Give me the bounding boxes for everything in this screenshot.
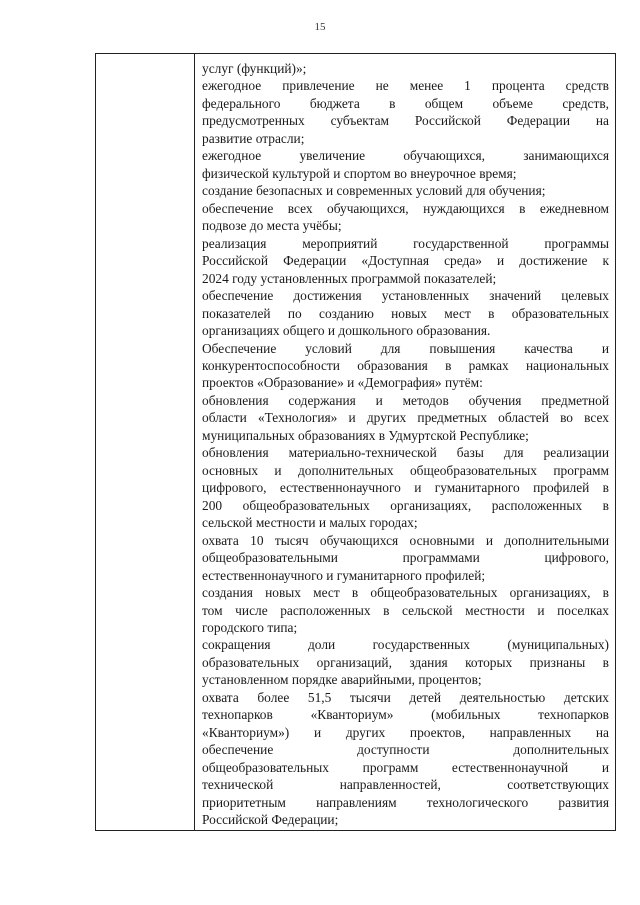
- text-line: технической направленностей, соответствующих: [202, 777, 609, 793]
- text-line: охвата 10 тысяч обучающихся основными и дополнительными: [202, 532, 609, 548]
- text-line: обновления материально-технической базы для реализации: [202, 445, 609, 461]
- text-line: развитие отрасли;: [202, 130, 305, 146]
- text-line: проектов «Образование» и «Демография» путём:: [202, 375, 483, 391]
- text-line: конкурентоспособности образования в рамках национальных: [202, 357, 609, 373]
- page-number: 15: [314, 21, 326, 33]
- table-left-column: [96, 54, 195, 830]
- text-line: приоритетным направлениям технологического развития: [202, 794, 609, 810]
- text-line: Российской Федерации;: [202, 812, 339, 828]
- text-line: показателей по созданию новых мест в образовательных: [202, 305, 609, 321]
- text-line: области «Технология» и других предметных областей во всех: [202, 410, 609, 426]
- text-line: обновления содержания и методов обучения предметной: [202, 392, 609, 408]
- text-line: сельской местности и малых городах;: [202, 515, 418, 531]
- text-line: предусмотренных субъектам Российской Федерации на: [202, 113, 609, 129]
- text-line: реализация мероприятий государственной программы: [202, 235, 609, 251]
- text-line: подвозе до места учёбы;: [202, 218, 342, 234]
- text-line: образовательных организаций, здания которых признаны в: [202, 654, 609, 670]
- text-line: общеобразовательных программ естественнонаучной и: [202, 759, 609, 775]
- text-line: сокращения доли государственных (муниципальных): [202, 637, 609, 653]
- text-line: том числе расположенных в сельской местности и поселках: [202, 602, 609, 618]
- text-line: муниципальных образованиях в Удмуртской Республике;: [202, 427, 529, 443]
- text-line: обеспечение всех обучающихся, нуждающихся в ежедневном: [202, 200, 609, 216]
- text-line: 200 общеобразовательных организациях, расположенных в: [202, 497, 609, 513]
- text-line: ежегодное увеличение обучающихся, занимающихся: [202, 148, 609, 164]
- text-line: организациях общего и дошкольного образования.: [202, 323, 491, 339]
- text-line: установленном порядке аварийными, процентов;: [202, 672, 482, 688]
- text-line: основных и дополнительных общеобразовательных программ: [202, 462, 609, 478]
- text-line: создания новых мест в общеобразовательных организациях, в: [202, 585, 609, 601]
- text-line: городского типа;: [202, 620, 298, 635]
- text-line: технопарков «Кванториум» (мобильных технопарков: [202, 707, 609, 723]
- text-line: услуг (функций)»;: [202, 61, 307, 76]
- text-line: цифрового, естественнонаучного и гуманитарного профилей в: [202, 480, 609, 496]
- text-line: общеобразовательными программами цифрового,: [202, 550, 609, 566]
- text-line: Российской Федерации «Доступная среда» и достижение к: [202, 253, 609, 269]
- text-line: «Кванториум») и других проектов, направленных на: [202, 724, 609, 740]
- text-line: физической культурой и спортом во внеурочное время;: [202, 165, 517, 181]
- document-table: [95, 53, 616, 831]
- text-line: ежегодное привлечение не менее 1 процента средств: [202, 78, 609, 94]
- text-line: создание безопасных и современных условий для обучения;: [202, 183, 546, 199]
- text-line: Обеспечение условий для повышения качества и: [202, 340, 609, 356]
- text-line: обеспечение достижения установленных значений целевых: [202, 288, 609, 304]
- table-right-column: [195, 54, 615, 830]
- text-line: 2024 году установленных программой показателей;: [202, 270, 497, 286]
- text-line: федерального бюджета в общем объеме средств,: [202, 95, 609, 111]
- text-line: обеспечение доступности дополнительных: [202, 742, 609, 758]
- text-line: охвата более 51,5 тысячи детей деятельностью детских: [202, 689, 609, 705]
- text-line: естественнонаучного и гуманитарного профилей;: [202, 567, 486, 583]
